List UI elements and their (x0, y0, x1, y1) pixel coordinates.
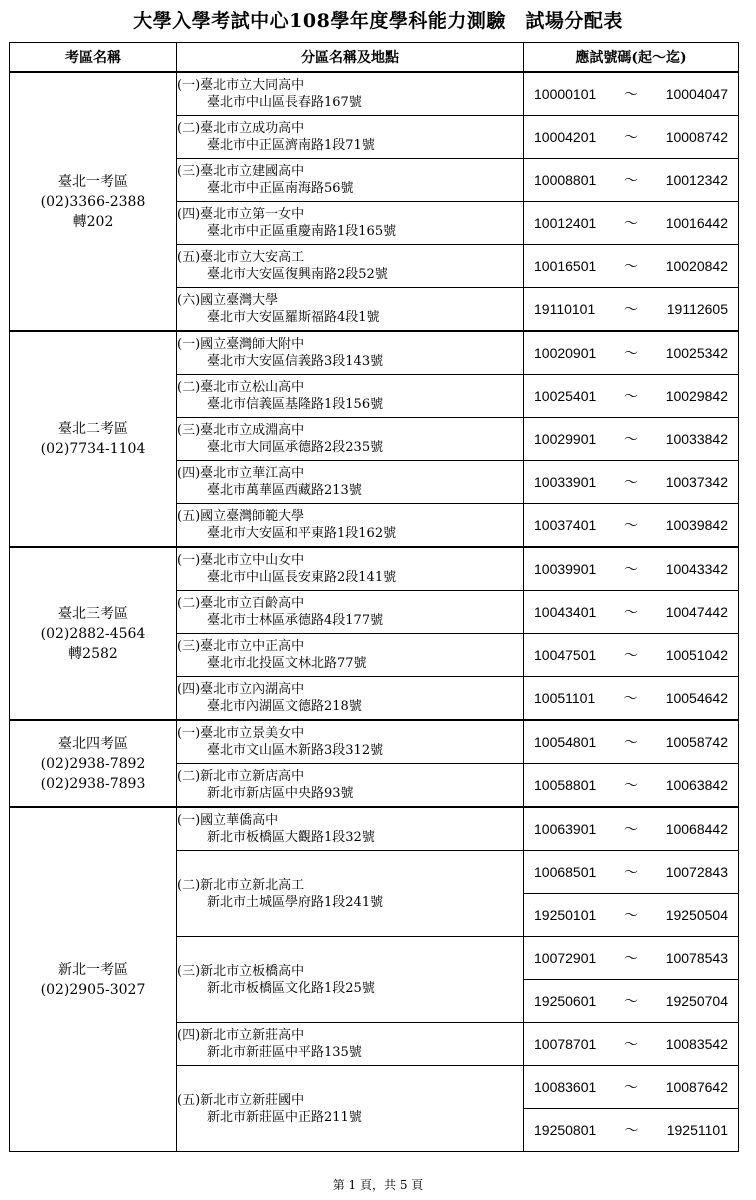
range-values (524, 256, 738, 276)
range-cell (524, 764, 739, 808)
venue-cell (177, 331, 524, 375)
region-name: 臺北三考區 (58, 605, 128, 622)
range-cell (524, 1109, 739, 1152)
table-row (10, 547, 739, 591)
range-start: 10068501 (534, 864, 597, 880)
range-values (524, 1077, 738, 1097)
venue-cell (177, 245, 524, 288)
range-start: 10029901 (534, 431, 597, 447)
range-end: 10068442 (665, 821, 728, 837)
range-cell (524, 807, 739, 851)
venue-address: 新北市土城區學府路1段241號 (207, 894, 384, 910)
venue-cell (177, 461, 524, 504)
range-values (524, 688, 738, 708)
venue-name: (三)新北市立板橋高中 (177, 963, 305, 979)
range-start: 10047501 (534, 647, 597, 663)
range-values (524, 170, 738, 190)
venue-name: (二)臺北市立松山高中 (177, 380, 305, 395)
header-range: 應試號碼(起～迄) (524, 43, 739, 73)
venue-cell (177, 677, 524, 721)
range-cell (524, 331, 739, 375)
venue-name: (三)臺北市立成淵高中 (177, 423, 305, 438)
range-separator: ～ (624, 345, 638, 361)
venue-cell (177, 418, 524, 461)
range-values (524, 213, 738, 233)
venue-address: 臺北市信義區基隆路1段156號 (207, 397, 384, 412)
range-separator: ～ (624, 258, 638, 274)
page-footer: 第 1 頁，共 5 頁 (332, 1178, 424, 1192)
range-start: 19250101 (534, 907, 597, 923)
range-end: 10043342 (665, 561, 728, 577)
venue-cell (177, 807, 524, 851)
range-values (524, 862, 738, 882)
venue-address: 臺北市大安區羅斯福路4段1號 (207, 310, 380, 325)
venue-address: 臺北市中正區重慶南路1段165號 (207, 224, 397, 239)
range-cell (524, 547, 739, 591)
range-separator: ～ (624, 215, 638, 231)
range-start: 10033901 (534, 474, 597, 490)
range-start: 19250601 (534, 993, 597, 1009)
venue-cell (177, 547, 524, 591)
range-values (524, 645, 738, 665)
venue-cell (177, 764, 524, 808)
range-values (524, 991, 738, 1011)
table-header-row (10, 43, 739, 73)
venue-name: (二)新北市立新店高中 (177, 769, 305, 784)
region-name: 臺北二考區 (58, 421, 128, 437)
range-start: 10063901 (534, 821, 597, 837)
venue-name: (五)臺北市立大安高工 (177, 250, 305, 265)
range-separator: ～ (623, 690, 638, 706)
venue-name: (一)國立臺灣師大附中 (177, 337, 305, 352)
venue-address: 新北市新莊區中平路135號 (207, 1045, 362, 1060)
region-cell (10, 720, 177, 807)
range-start: 10020901 (534, 345, 597, 361)
venue-name: (四)臺北市立內湖高中 (177, 682, 305, 697)
header-region: 考區名稱 (10, 43, 177, 73)
venue-name: (四)臺北市立第一女中 (177, 207, 305, 222)
range-separator: ～ (624, 1036, 638, 1052)
range-start: 10054801 (534, 734, 597, 750)
range-separator: ～ (624, 301, 638, 317)
venue-name: (三)臺北市立中正高中 (177, 639, 305, 654)
region-cell (10, 72, 177, 331)
range-end: 10033842 (665, 431, 728, 447)
table-row (10, 72, 739, 116)
region-phone: (02)2938-7893 (40, 775, 146, 792)
venue-cell (177, 72, 524, 116)
range-values (524, 732, 738, 752)
page-title: 大學入學考試中心108學年度學科能力測驗 試場分配表 (133, 10, 623, 32)
range-end: 10039842 (665, 517, 728, 533)
venue-name: (一)國立華僑高中 (177, 813, 279, 828)
range-separator: ～ (624, 431, 638, 447)
venue-address: 新北市新莊區中正路211號 (207, 1109, 362, 1125)
venue-name: (二)臺北市立成功高中 (177, 121, 305, 136)
region-cell (10, 807, 177, 1152)
range-start: 10058801 (534, 777, 597, 793)
range-start: 19110101 (534, 301, 596, 317)
range-start: 10000101 (534, 86, 597, 102)
venue-address: 臺北市中山區長安東路2段141號 (207, 570, 397, 585)
venue-name: (二)新北市立新北高工 (177, 877, 305, 893)
venue-name: (一)臺北市立景美女中 (177, 726, 305, 741)
range-cell (524, 677, 739, 721)
range-start: 10078701 (534, 1036, 597, 1052)
range-start: 10051101 (534, 690, 596, 706)
range-values (524, 386, 738, 406)
range-cell (524, 1066, 739, 1109)
region-phone: 轉2582 (68, 645, 118, 662)
range-start: 19250801 (534, 1122, 597, 1138)
range-start: 10025401 (534, 388, 597, 404)
venue-cell (177, 116, 524, 159)
range-values (524, 905, 738, 925)
range-values (524, 84, 738, 104)
range-separator: ～ (624, 821, 638, 837)
range-separator: ～ (624, 172, 638, 188)
range-separator: ～ (624, 1122, 639, 1138)
venue-cell (177, 937, 524, 1023)
range-values (524, 1120, 738, 1140)
range-separator: ～ (624, 864, 638, 880)
range-end: 10037342 (665, 474, 728, 490)
venue-cell (177, 851, 524, 937)
venue-name: (五)國立臺灣師範大學 (177, 509, 305, 524)
venue-name: (四)臺北市立華江高中 (177, 466, 305, 481)
range-separator: ～ (624, 388, 638, 404)
venue-address: 臺北市大同區承德路2段235號 (207, 440, 384, 455)
region-phone: (02)7734-1104 (40, 441, 146, 457)
venue-address: 臺北市內湖區文德路218號 (207, 699, 362, 714)
venue-cell (177, 720, 524, 764)
range-end: 10078543 (665, 950, 728, 966)
range-end: 10047442 (665, 604, 728, 620)
range-end: 10087642 (665, 1079, 728, 1095)
range-start: 10039901 (534, 561, 597, 577)
range-separator: ～ (624, 777, 638, 793)
range-cell (524, 288, 739, 332)
region-name: 臺北一考區 (58, 173, 128, 190)
range-cell (524, 375, 739, 418)
range-end: 10020842 (665, 258, 728, 274)
range-values (524, 559, 738, 579)
range-cell (524, 591, 739, 634)
range-separator: ～ (624, 1079, 638, 1095)
venue-cell (177, 375, 524, 418)
table-row (10, 331, 739, 375)
range-values (524, 515, 738, 535)
range-end: 10029842 (665, 388, 728, 404)
range-cell (524, 116, 739, 159)
range-cell (524, 504, 739, 548)
range-cell (524, 461, 739, 504)
venue-name: (二)臺北市立百齡高中 (177, 596, 305, 611)
venue-address: 臺北市萬華區西藏路213號 (207, 483, 362, 498)
range-end: 10063842 (665, 777, 728, 793)
table-row (10, 807, 739, 851)
range-values (524, 819, 738, 839)
range-end: 10054642 (665, 690, 728, 706)
range-separator: ～ (624, 474, 638, 490)
range-separator: ～ (624, 561, 638, 577)
range-values (524, 948, 738, 968)
region-phone: (02)2938-7892 (40, 755, 146, 772)
venue-cell (177, 634, 524, 677)
range-end: 10008742 (665, 129, 728, 145)
venue-name: (五)新北市立新莊國中 (177, 1092, 305, 1108)
region-cell (10, 331, 177, 547)
venue-cell (177, 1066, 524, 1152)
range-cell (524, 894, 739, 937)
range-separator: ～ (624, 734, 638, 750)
range-values (524, 429, 738, 449)
range-end: 10016442 (665, 215, 728, 231)
venue-cell (177, 504, 524, 548)
range-values (524, 127, 738, 147)
range-end: 19251101 (666, 1122, 728, 1138)
range-end: 10004047 (665, 86, 728, 102)
venue-cell (177, 591, 524, 634)
range-start: 10037401 (534, 517, 597, 533)
venue-address: 新北市板橋區大觀路1段32號 (207, 830, 375, 845)
range-values (524, 602, 738, 622)
range-cell (524, 634, 739, 677)
range-separator: ～ (624, 604, 638, 620)
venue-name: (一)臺北市立大同高中 (177, 78, 305, 93)
range-end: 10012342 (665, 172, 728, 188)
venue-address: 臺北市大安區信義路3段143號 (207, 354, 384, 369)
range-start: 10043401 (534, 604, 597, 620)
region-phone: 轉202 (72, 213, 114, 230)
venue-address: 臺北市大安區復興南路2段52號 (207, 267, 388, 282)
region-name: 新北一考區 (58, 961, 128, 978)
range-end: 10072843 (665, 864, 728, 880)
range-values (524, 1034, 738, 1054)
venue-address: 臺北市中正區濟南路1段71號 (207, 138, 375, 153)
range-values (524, 775, 738, 795)
region-phone: (02)3366-2388 (40, 193, 146, 210)
range-separator: ～ (624, 907, 638, 923)
table-body (10, 72, 739, 1152)
range-end: 10083542 (665, 1036, 728, 1052)
range-separator: ～ (624, 993, 638, 1009)
range-end: 19250704 (665, 993, 728, 1009)
range-cell (524, 159, 739, 202)
range-start: 10072901 (534, 950, 597, 966)
range-end: 19112605 (666, 301, 728, 317)
range-start: 10083601 (534, 1079, 597, 1095)
range-start: 10008801 (534, 172, 597, 188)
range-end: 10051042 (665, 647, 728, 663)
venue-address: 臺北市北投區文林北路77號 (207, 656, 367, 671)
venue-address: 臺北市士林區承德路4段177號 (207, 613, 384, 628)
venue-address: 新北市板橋區文化路1段25號 (207, 980, 375, 996)
venue-cell (177, 1023, 524, 1066)
region-phone: (02)2882-4564 (40, 625, 146, 642)
range-cell (524, 980, 739, 1023)
seat-allocation-table (9, 42, 739, 1152)
region-phone: (02)2905-3027 (40, 981, 146, 998)
range-values (524, 299, 738, 319)
venue-cell (177, 288, 524, 332)
venue-name: (六)國立臺灣大學 (177, 293, 279, 308)
range-end: 10025342 (665, 345, 728, 361)
range-cell (524, 72, 739, 116)
range-cell (524, 1023, 739, 1066)
range-end: 19250504 (665, 907, 728, 923)
range-start: 10016501 (534, 258, 597, 274)
venue-name: (一)臺北市立中山女中 (177, 553, 305, 568)
range-cell (524, 418, 739, 461)
venue-name: (四)新北市立新莊高中 (177, 1028, 305, 1043)
range-cell (524, 202, 739, 245)
range-cell (524, 720, 739, 764)
region-cell (10, 547, 177, 720)
range-cell (524, 245, 739, 288)
range-separator: ～ (624, 86, 638, 102)
venue-address: 臺北市中正區南海路56號 (207, 181, 354, 196)
venue-name: (三)臺北市立建國高中 (177, 164, 305, 179)
range-separator: ～ (624, 950, 638, 966)
range-end: 10058742 (665, 734, 728, 750)
range-values (524, 472, 738, 492)
header-venue: 分區名稱及地點 (177, 43, 524, 73)
range-separator: ～ (624, 647, 638, 663)
range-values (524, 343, 738, 363)
range-start: 10012401 (534, 215, 597, 231)
region-name: 臺北四考區 (58, 735, 128, 752)
range-separator: ～ (624, 129, 638, 145)
venue-cell (177, 159, 524, 202)
venue-address: 新北市新店區中央路93號 (207, 786, 354, 801)
venue-address: 臺北市大安區和平東路1段162號 (207, 526, 397, 541)
range-cell (524, 937, 739, 980)
venue-address: 臺北市中山區長春路167號 (207, 95, 362, 110)
venue-cell (177, 202, 524, 245)
range-cell (524, 851, 739, 894)
table-row (10, 720, 739, 764)
range-separator: ～ (624, 517, 638, 533)
range-start: 10004201 (534, 129, 597, 145)
venue-address: 臺北市文山區木新路3段312號 (207, 743, 384, 758)
